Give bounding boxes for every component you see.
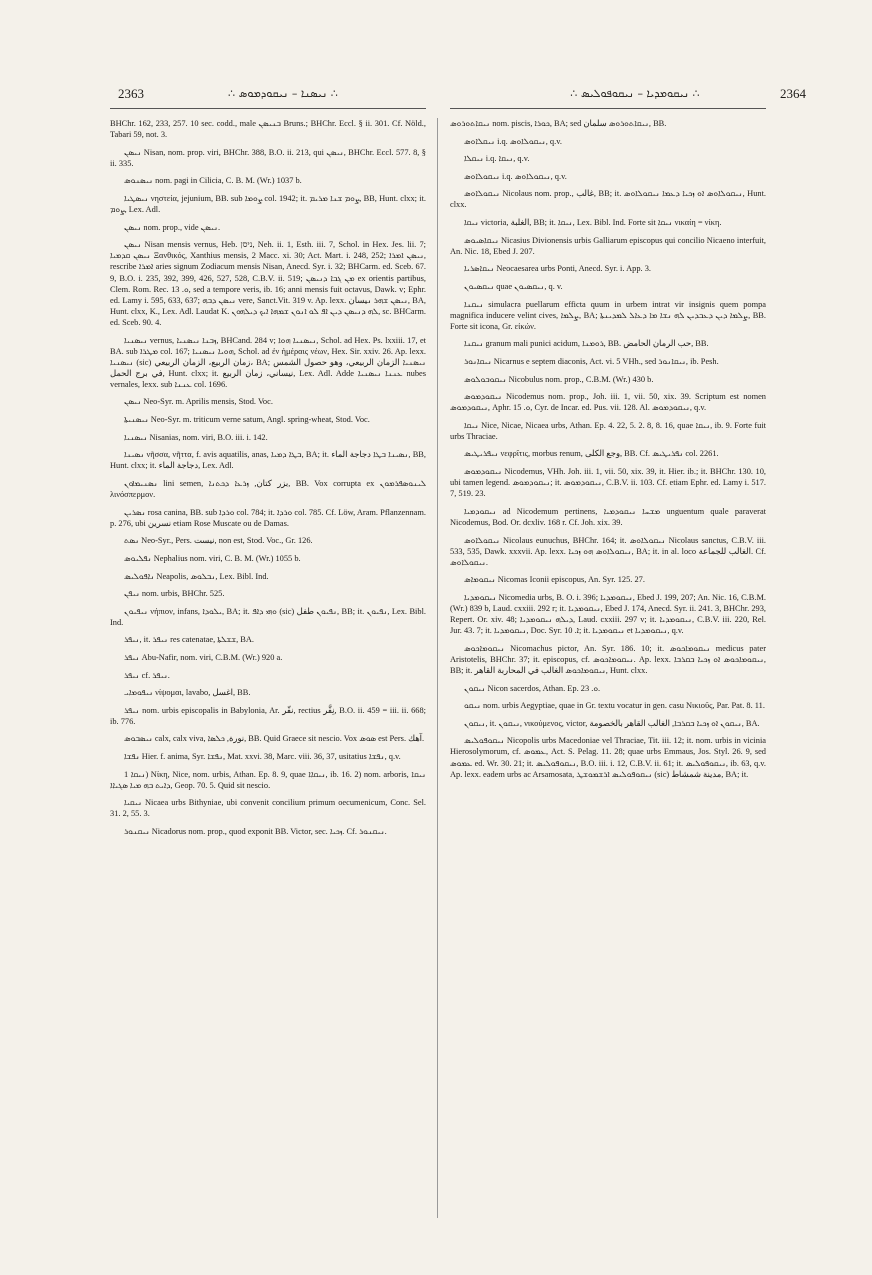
dictionary-entry: ܢܝܩܘ nom. urbis Aegyptiae, quae in Gr. textu vocatur in gen. casu Νικιοῦς, Par. Pat. 8. 11. bbox=[464, 701, 765, 711]
dictionary-entry: ܢܝܩܘܠܐܘܣ i.q. ܢܝܩܘܠܐܘܣ, q.v. bbox=[464, 171, 567, 181]
dictionary-entry: ܢܝܩܘܡܐܟܘܣ Nicomachus pictor, An. Syr. 186. 10; it. ܢܝܩܘܡܐܟܘܣ medicus pater Aristotelis, BHChr. 37; it. episcopus, cf. ܢܝܩܘܡܐܟܘܣ. Ap. lexx. ܢܝܩܘܡܐܟܘܣ ܐܘ ܙܟܝܐ ܒܩܪܒܐ, BB; it. ܢܝܩܘܡܐܟܘܣ الغالب في المحاربة القاهر, Hunt. clxx. bbox=[450, 643, 766, 675]
dictionary-entry: ܢܝܩܐܣܪܝܐ Neocaesarea urbs Ponti, Anecd. Syr. i. App. 3. bbox=[464, 264, 651, 274]
right-running-title: ∴ ܢܝܩܘܡܕܝܐ – ܢܝܩܘܦܘܠܝܣ ∴ bbox=[570, 87, 700, 100]
dictionary-entry: ܢܝܩܢܐ simulacra puellarum efficta quum in urbem intrat vir insignis quem pompa magnifica inducere velint cives, ܨܠܡܐ, BA; ܨܠܡܐ ܕܝܢ ܕܥܒܕܝܢ ܠܗ ܢܫܐ ܡܐ ܕܥܐܠ ܠܡܕܝܢܬܐ, BB. Forte sit icona, Gr. εἰκών. bbox=[450, 299, 766, 331]
dictionary-entry: ܢܝܩܠܐ i.q. ܢܝܩܐ, q.v. bbox=[464, 154, 530, 164]
dictionary-entry: ܢܝܩܘܢ Nicon sacerdos, Athan. Ep. ܘ. 23. bbox=[464, 683, 601, 693]
dictionary-entry: BHChr. 162, 233, 257. 10 sec. codd., male ܒܢܝܣܢ Bruns.; BHChr. Eccl. § ii. 301. Cf. Nöld., Tabari 59, not. 3. bbox=[110, 119, 426, 140]
dictionary-entry: ܢܝܩܘܒܘܠܘܣ Nicobulus nom. prop., C.B.M. (Wr.) 430 b. bbox=[464, 374, 654, 384]
dictionary-entry: ܢܝܣܒܘܣ calx, calx viva, نورة, ܟܠܣܐ, BB. Quid Graece sit nescio. Vox ܣܘܣ est Pers. آهك. bbox=[124, 734, 425, 744]
dictionary-entry: ܢܝܩܘܠܐܘܣ Nicolaus eunuchus, BHChr. 164; it. ܢܝܩܘܠܐܘܣ Nicolaus sanctus, C.B.V. iii. 533, 535, Dawk. xxxvii. Ap. lexx. ܢܝܩܘܠܐܘܣ ܗܘ ܙܟܝܐ, BA; it. in al. loco الغالب للجماعة. Cf. ܢܝܩܘܠܐܘܣ. bbox=[450, 535, 766, 567]
dictionary-entry: ܢܝܩܘܕܡܝܐ ad Nicodemum pertinens, ܡܫܚܐ ܢܝܩܘܕܡܝܐ unguentum quale paraverat Nicodemus, Bod. Or. dcxliv. 168 r. Cf. Joh. xix. 39. bbox=[450, 506, 766, 527]
dictionary-entry: ܢܝܦܝܘܢ νήπιον, infans, ܝܠܘܕܐ, BA; it. ܘܗܝ ܕܐܦ (sic) ܢܦܝܘܢ طفل, BB; it. ܢܦܝܘܢ, Lex. Bibl. Ind. bbox=[110, 606, 426, 627]
dictionary-entry: ܢܝܣܢ nom. prop., vide ܢܝܣܢ. bbox=[124, 222, 221, 232]
dictionary-entry: ܢܦܠܝܘܣ Nephalius nom. viri, C. B. M. (Wr.) 1055 b. bbox=[124, 553, 301, 563]
dictionary-entry: ܢܝܩܘܡܐܣ Nicomas Iconii episcopus, An. Syr. 125. 27. bbox=[464, 575, 645, 585]
left-page-number: 2363 bbox=[118, 86, 144, 101]
dictionary-entry: ܢܝܣܢܝܐ Nisanias, nom. viri, B.O. iii. i. 142. bbox=[124, 432, 268, 442]
dictionary-entry: ܢܐܦܘܠܝܣ Neapolis, ܢܒܠܘܣ, Lex. Bibl. Ind. bbox=[124, 571, 269, 581]
dictionary-entry: ܢܝܩܘܦܘܠܝܣ Nicopolis urbs Macedoniae vel Thraciae, Tit. iii. 12; it. nom. urbis in vicinia Hierosolymorum, cf. ܥܡܘܣ, Act. S. Pelag. 11. 28; quae urbs Emmaus, Jos. Styl. 26. 9, sed ܥܡܘܣ ed. Wr. 30. 21; it. ܢܝܩܘܦܘܠܝܣ, B.O. iii. i. 12, C.B.V. ii. 61; it. ܢܝܩܘܦܘܠܝܣ, ib. 63, q.v. Ap. lexx. eadem urbs ac Arsamosata, ܢܝܩܘܦܘܠܝܣ ܐܪܫܡܘܫܛ (sic) مدينة شمشاط, BA; it. bbox=[450, 736, 766, 779]
dictionary-entry: ܢܝܩܐܢܘܪ Nicarnus e septem diaconis, Act. vi. 5 VHh., sed ܢܝܩܐܢܘܪ, ib. Pesh. bbox=[464, 356, 719, 366]
dictionary-entry: ܢܝܩܘܕܡܘܣ Nicodemus, VHh. Joh. iii. 1, vii. 50, xix. 39, it. Hier. ib.; it. BHChr. 130. 10, ubi tamen legend. ܢܝܩܘܕܡܘܣ; it. ܢܝܩܘܕܡܘܣ, C.B.V. ii. 103. Cf. etiam Ephr. ed. Lamy i. 517. 7, 519. 23. bbox=[450, 467, 766, 499]
right-column bbox=[450, 118, 766, 1238]
dictionary-entry: ܢܝܩܐܣܝܘܣ Nicasius Divionensis urbis Galliarum episcopus qui concilio Nicaeno interfuit, An. Nic. 18, Ebed J. 207. bbox=[450, 235, 766, 256]
column-divider bbox=[437, 118, 438, 1218]
left-header-rule bbox=[110, 108, 426, 109]
dictionary-entry: ܢܝܩܣܝܘܢ quae ܢܝܩܣܝܘܢ, q. v. bbox=[464, 281, 563, 291]
dictionary-entry: ܢܝܩܘܠܐܘܣ Nicolaus nom. prop., غالب, BB; it. ܢܝܩܘܠܐܘܣ ܐܘ ܙܟܝܐ ܕܥܡܐ ܢܝܩܘܠܐܘܣ, Hunt. clxx. bbox=[450, 189, 766, 210]
left-running-title: ∴ ܢܝܣܢܐ – ܢܝܩܘܕܡܘܣ ∴ bbox=[228, 87, 338, 100]
dictionary-entry: ܢܝܩܠܐܘܣ i.q. ܢܝܩܘܠܐܘܣ, q.v. bbox=[464, 136, 562, 146]
dictionary-entry: ܢܝܩܝܐ Nicaea urbs Bithyniae, ubi convenit concilium primum oecumenicum, Conc. Sel. 31. 2, 55. 3. bbox=[110, 798, 426, 819]
dictionary-entry: ܢܝܣܛܝܐ νηστεία, jejunium, BB. sub ܨܘܡܐ col. 1942; it. ܨܘܡ ܫܢܐ ܡܪܝܡ, BB, Hunt. clxx; it. ܨܘܡ, Lex. Adl. bbox=[110, 193, 426, 215]
dictionary-entry: ܢܝܣܢ Neo-Syr. m. Aprilis mensis, Stod. Voc. bbox=[124, 397, 273, 407]
dictionary-entry: ܢܝܣܢܘܣ nom. pagi in Cilicia, C. B. M. (Wr.) 1037 b. bbox=[124, 176, 302, 186]
dictionary-entry: ܢܝܩܘܡܕܝܐ Nicomedia urbs, B. O. i. 396; ܢܝܩܘܡܕܝܐ, Ebed J. 199, 207; An. Nic. 16, C.B.M. (Wr.) 839 b, Laud. cxxiii. 292 r; it. ܢܝܩܘܡܕܝܐ, Ebed J. 174, Anecd. Syr. ii. 241. 3, BHChr. 293, Repert. Or. xiv. 48; ܕܝܠܗ ܢܝܩܘܡܕܝܐ, Laud. cxxiii. 297 v; it. ܢܝܩܘܡܕܝܐ, C.B.V. iii. 220, Rel. Jur. 43. 7; it. ܢܝܩܘܡܕܝܐ, Doc. Syr. ܐ. 10; it. ܢܝܩܘܡܕܝܐ et ܢܝܩܘܡܕܝܐ, q.v. bbox=[450, 592, 766, 636]
dictionary-entry: ܢܝܣܢܝܬܐ Neo-Syr. m. triticum verne satum, Angl. spring-wheat, Stod. Voc. bbox=[124, 415, 370, 425]
page-header bbox=[0, 86, 872, 108]
right-page-number: 2364 bbox=[780, 86, 806, 101]
dictionary-entry: ܢܝܦܪ, it. ܢܝܦܪ res catenatae, ܫܫܠܬܐ, BA. bbox=[124, 635, 255, 645]
dictionary-entry: ܢܝܩܢܐ granum mali punici acidum, ܪܘܡܢܐ, BB. حب الرمان الحامض, BB. bbox=[464, 339, 709, 349]
dictionary-entry: ܢܝܣܢ Nisan mensis vernus, Heb. ניסן, Neh. ii. 1, Esth. iii. 7, Schol. in Hex. Jes. lii. 7; ܢܝܣܢ ܩܕܡܝܐ Ξανθικός, Xanthius mensis, 2 Macc. xi. 30; Act. Mart. i. 248, 252; ܢܝܣܢ ܐܡܪܐ, rescribe ܐܡܪܐ aries signum Zodiacum mensis Nisan, Anecd. Syr. i. 32; BHCarm. ed. Sceb. 67. 9, B.O. i. 235, 392, 399, 426, 527, 528, C.B.V. ii. 519; ܡܢ ܓܒܐ ܕܢܝܣܢ ex orientis partibus, Clem. Rom. Rec. ܘ. 13, sed a tempore veris, ib. 16; anni mensis fuit octavus, Dawk. v; Ephr. ed. Lamy i. 595, 633, 637; ܢܝܣܢ ܕܒܗ vere, Sanct.Vit. 319 v. Ap. lexx. ܢܝܣܢ ܫܗܪ ܢيسان, BA, Hunt. clxx, K., Lex. Adl. Laudat K. ܠܗ ܕܢܝܣܢ ܕܝܢ ܐܦ ܠܘ ܐܢܘܢ ܫܡܗܐ ܐܝܟ ܕܝܠܗܘܢ, sc. BHCarm. ed. Sceb. 90. 4. bbox=[110, 240, 426, 327]
dictionary-entry: ܢܝܣܢܝܐ vernus, ܙܒܢܐ ܢܝܣܢܝܐ, BHCand. 284 v; ܢܝܣܢܝܐ ܗܘܐ, Schol. ad Hex. Ps. lxxiii. 17, et BA. sub ܡܛܪܐ col. 167; ܗܘܝܐ ܢܝܣܢܝܐ, Schol. ad ἐν ἡμέραις νέων, Hex. Sir. xxiv. 26. Ap. lexx. ܢܝܣܢܝܐ (sic) زمان الربيع، الزمان الربيعي، BA; ܢܝܣܢܝܐ الزمان الربيعي، وهو حصول الشمس في برج الحمل, Hunt. clxx; it. نيساني، زمان الربيع, Lex. Adl. Adde ܥܢܢܐ ܢܝܣܢܝܐ nubes vernales, lexx. sub ܥܢܢܐ col. 1696. bbox=[110, 335, 426, 389]
dictionary-entry: ܢܝܦܪ cf. ܢܝܦܪ. bbox=[124, 670, 170, 680]
dictionary-entry: ܢܣܢܝܡܐܘܢ lini semen, بزر كتان, ܙܪܥܐ ܕܟܬܢܐ, BB. Vox corrupta ex ܠܝܢܘܣܦܪܡܘܢ λινόσπερμον. bbox=[110, 478, 426, 500]
dictionary-entry: ܢܝܦܪ Abu-Nafir, nom. viri, C.B.M. (Wr.) 920 a. bbox=[124, 652, 283, 662]
dictionary-entry: ܢܝܩܢܘܪ Nicadorus nom. prop., quod exponit BB. Victor, sec. ܙܟܝܐ. Cf. ܢܝܩܢܘܪ. bbox=[124, 827, 387, 836]
right-header-rule bbox=[450, 108, 766, 109]
dictionary-entry: ܢܣܬ Neo-Syr., Pers. نيست, non est, Stod. Voc., Gr. 126. bbox=[124, 536, 313, 546]
dictionary-entry: ܢܝܩܐ victoria, الغلبة, BB; it. ܢܝܩܐ, Lex. Bibl. Ind. Forte sit ܢܝܩܐ νικαίη = νίκη. bbox=[464, 218, 722, 228]
dictionary-entry: ܢܝܩܘܢ, it. ܢܝܩܘܢ, νικούμενος, victor, ܢܝܩܘܢ ܐܘ ܙܟܝܐ ܒܩܪܒܐ, الغالب القاهر بالخصومة, BA. bbox=[464, 718, 760, 728]
left-column bbox=[110, 118, 426, 1238]
dictionary-entry: ܢܝܩܘܕܡܘܣ Nicodemus nom. prop., Joh. iii. 1, vii. 50, xix. 39. Scriptum est nomen ܢܝܩܘܕܡܘܣ, Aphr. ܘ. 15, Cyr. de Incar. ed. Pus. vii. 128. Al. ܢܝܩܘܕܡܘܣ, q.v. bbox=[450, 392, 766, 413]
dictionary-entry: ܢܦܫܐ Hier. f. anima, Syr. ܢܦܫܐ, Mat. xxvi. 38, Marc. viii. 36, 37, usitatius ܢܦܫܐ, q.v. bbox=[124, 752, 401, 762]
dictionary-entry: ܢܝܣܢ Nisan, nom. prop. viri, BHChr. 388, B.O. ii. 213, qui ܢܝܣܢ, BHChr. Eccl. 577. 8, § ii. 335. bbox=[110, 147, 426, 168]
dictionary-entry: ܢܝܩܐܬܘܪܘܣ nom. piscis, ܟܘܪܐ, BA; sed ܢܝܩܐܬܘܪܘܣ سلمان, BB. bbox=[450, 119, 667, 128]
dictionary-entry: ܢܝܩܐ Nice, Nicae, Nicaea urbs, Athan. Ep. 4. 22, 5. 2. 8, 8. 16, quae ܢܝܩܐ, ib. 9. Forte fuit urbs Thraciae. bbox=[450, 420, 766, 441]
dictionary-entry: ܢܝܦܢ nom. urbis, BHChr. 525. bbox=[124, 589, 225, 599]
dictionary-entry: ܢܝܦܘܡܐܝ νίψομαι, lavabo, اغسل, BB. bbox=[124, 688, 251, 698]
dictionary-entry: ܢܣܪܝܢ rosa canina, BB. sub ܘܪܕܐ col. 784; it. ܘܪܕܐ col. 785. Cf. Löw, Aram. Pflanzennam. p. 276, ubi نسرين etiam Rose Muscate ou de Damas. bbox=[110, 507, 426, 528]
dictionary-entry: ܢܝܦܪܝܛܝܣ νεφρῖτις, morbus renum, وجع الكلى, BB. Cf. ܢܦܪܝܛܝܣ col. 2261. bbox=[464, 449, 719, 459]
dictionary-entry: ܢܝܩܐ 1) Νίκη, Nice, nom. urbis, Athan. Ep. 8. 9, quae ܢܝܩܐܐ, ib. 16. 2) nom. arboris, ܢܝܩܐ ܕܐܝܬ ܒܗ ܡܝܐ ܣܓܝܐܐ, Geop. 70. 5. Quid sit nescio. bbox=[110, 769, 426, 790]
dictionary-entry: ܢܣܝܢܐ νῆσσα, νῆττα, f. avis aquatilis, anas, ܒܛܐ ܕܡܝܐ, BA; it. ܢܣܝܢܐ ܒܛܐ دجاجة الماء, BB, Hunt. clxx; it. دجاجة الماء, Lex. Adl. bbox=[110, 450, 426, 471]
dictionary-entry: ܢܝܦܪ nom. urbis episcopalis in Babylonia, Ar. نفّر, rectius نِفَّر, B.O. ii. 459 = iii. ii. 668; ib. 776. bbox=[110, 705, 426, 726]
